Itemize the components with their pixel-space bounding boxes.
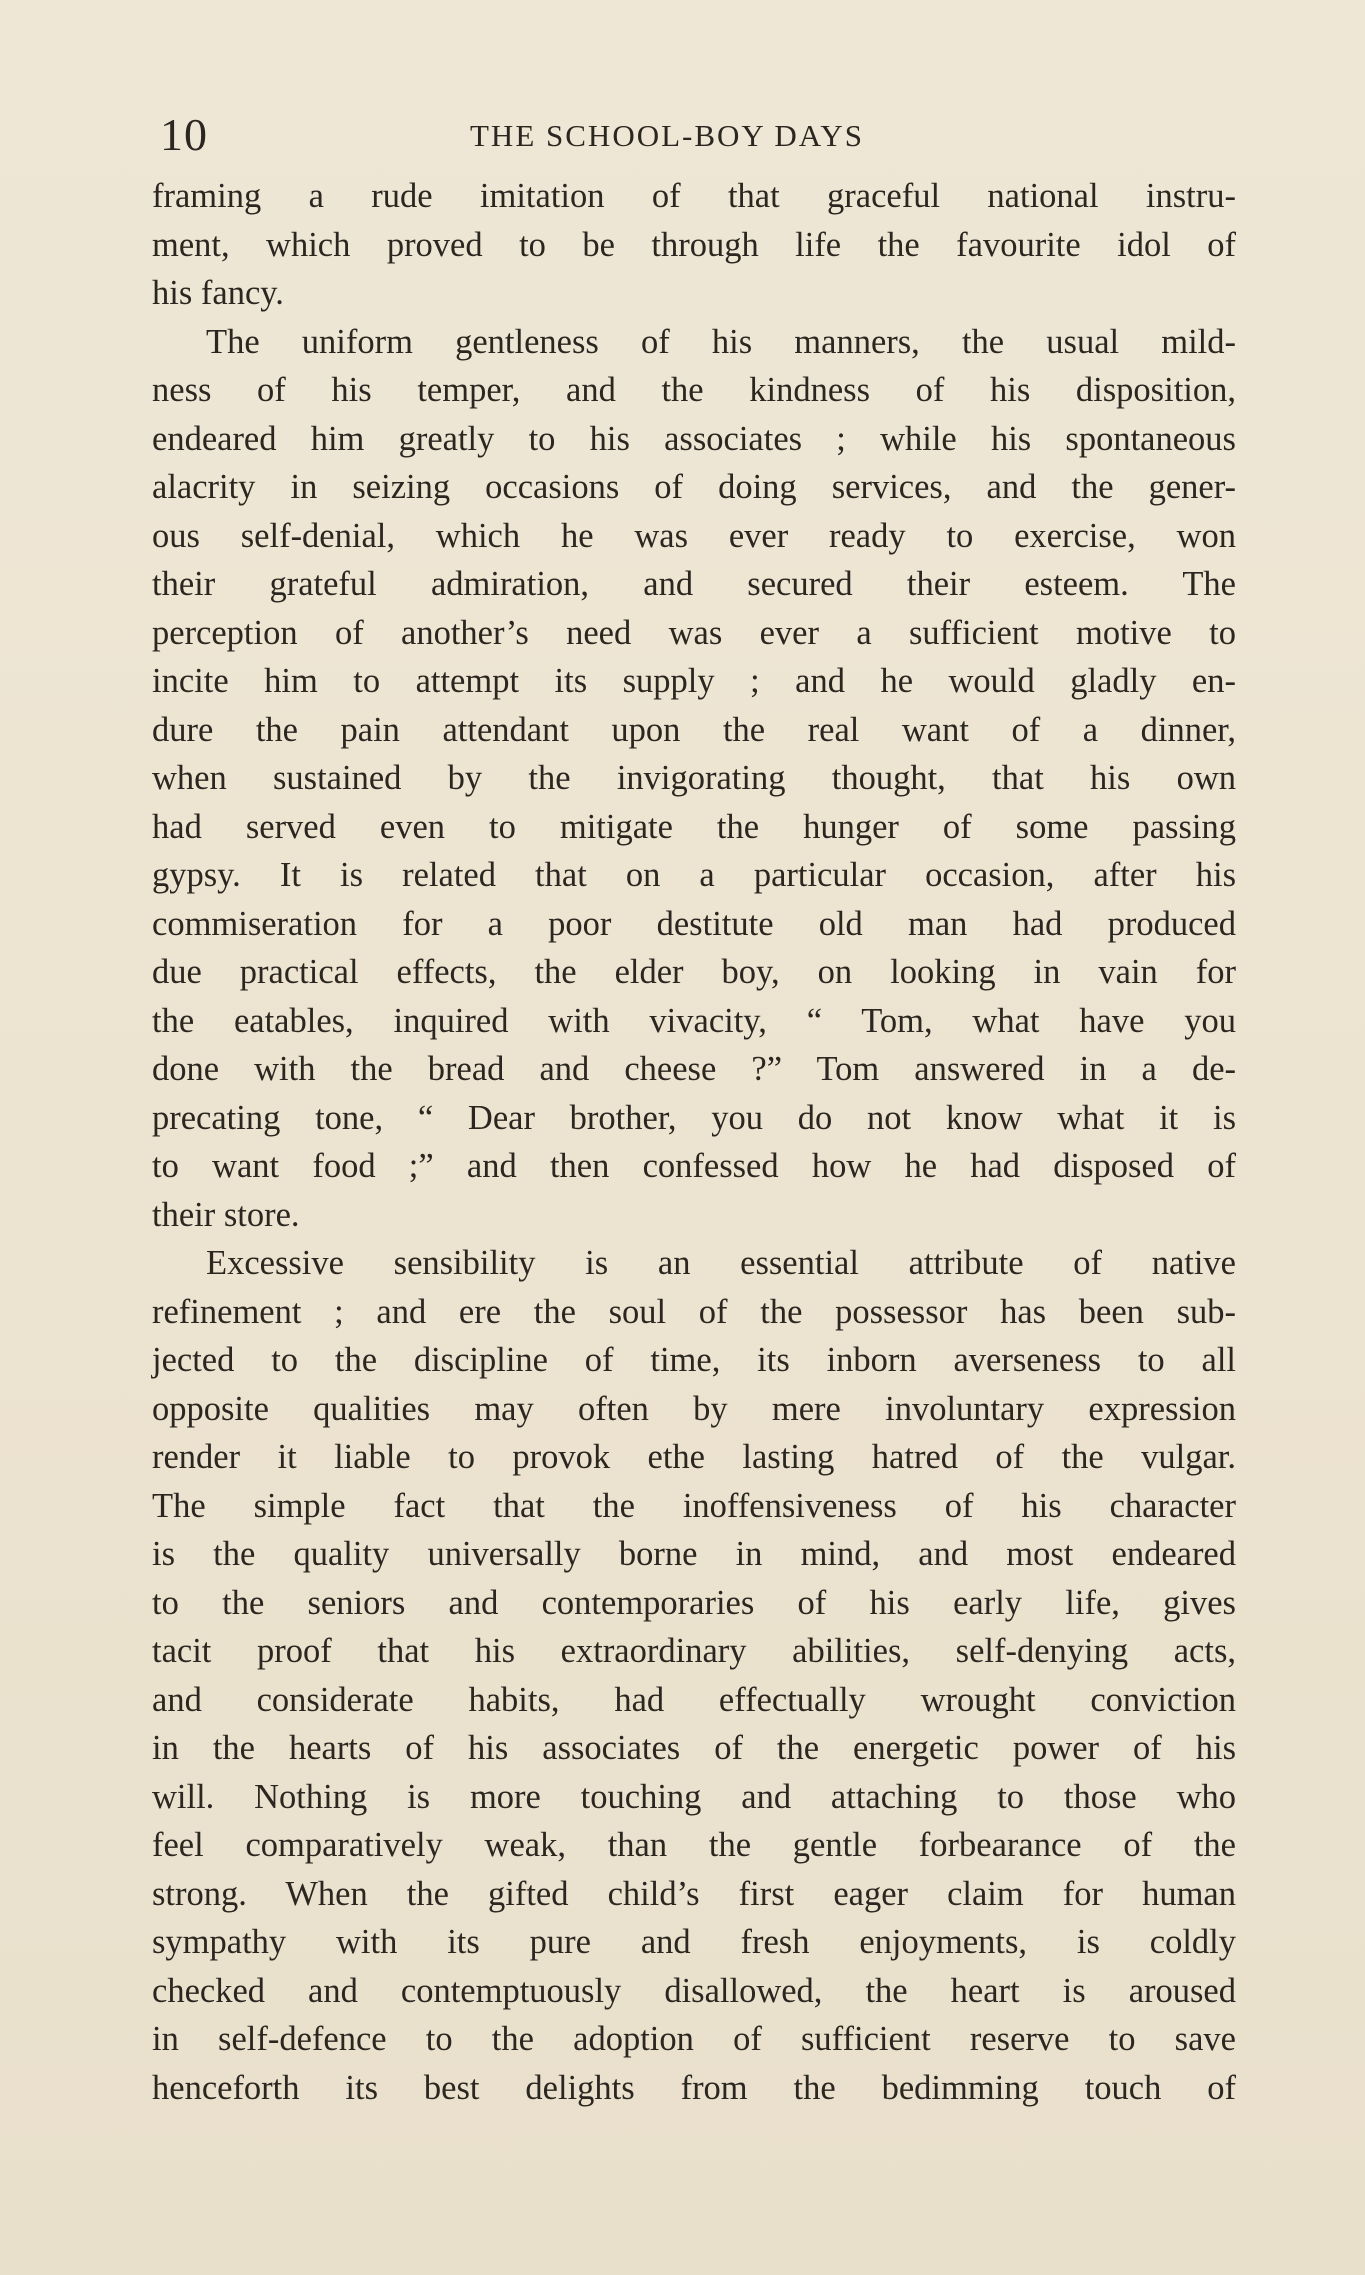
running-head bbox=[160, 108, 1240, 168]
text-line: his fancy. bbox=[152, 274, 284, 312]
text-line: incite him to attempt its supply ; and he would gladly en- bbox=[152, 662, 1236, 700]
text-line: in self-defence to the adoption of sufficient reserve to save bbox=[152, 2020, 1236, 2058]
text-line: is the quality universally borne in mind, and most endeared bbox=[152, 1535, 1236, 1573]
text-line: gypsy. It is related that on a particular occasion, after his bbox=[152, 856, 1236, 894]
text-line: perception of another’s need was ever a sufficient motive to bbox=[152, 613, 1236, 652]
text-line: due practical effects, the elder boy, on looking in vain for bbox=[152, 953, 1236, 991]
body-text bbox=[152, 172, 1236, 2112]
text-line: tacit proof that his extraordinary abilities, self-denying acts, bbox=[152, 1632, 1236, 1670]
text-line: The simple fact that the inoffensiveness of his character bbox=[152, 1486, 1236, 1525]
text-line: framing a rude imitation of that graceful national instru- bbox=[152, 177, 1236, 215]
text-line: ness of his temper, and the kindness of his disposition, bbox=[152, 371, 1236, 409]
text-line: opposite qualities may often by mere involuntary expression bbox=[152, 1389, 1236, 1428]
text-line: will. Nothing is more touching and attaching to those who bbox=[152, 1777, 1236, 1816]
text-line: done with the bread and cheese ?” Tom answered in a de- bbox=[152, 1050, 1236, 1088]
text-line: checked and contemptuously disallowed, the heart is aroused bbox=[152, 1971, 1236, 2010]
text-line: feel comparatively weak, than the gentle forbearance of the bbox=[152, 1826, 1236, 1864]
text-line: commiseration for a poor destitute old man had produced bbox=[152, 904, 1236, 943]
running-title: THE SCHOOL-BOY DAYS bbox=[470, 118, 864, 153]
text-line: their grateful admiration, and secured their esteem. The bbox=[152, 565, 1236, 603]
text-line: ment, which proved to be through life the favourite idol of bbox=[152, 225, 1236, 264]
text-line: dure the pain attendant upon the real want of a dinner, bbox=[152, 710, 1236, 749]
text-line: the eatables, inquired with vivacity, “ Tom, what have you bbox=[152, 1001, 1236, 1040]
text-line: jected to the discipline of time, its inborn averseness to all bbox=[152, 1341, 1236, 1379]
text-line: alacrity in seizing occasions of doing services, and the gener- bbox=[152, 468, 1236, 506]
text-line: render it liable to provok ethe lasting hatred of the vulgar. bbox=[152, 1438, 1236, 1476]
paragraph-start-line: Excessive sensibility is an essential attribute of native bbox=[206, 1244, 1236, 1282]
page-number: 10 bbox=[160, 109, 208, 160]
text-line: to the seniors and contemporaries of his early life, gives bbox=[152, 1583, 1236, 1622]
text-line: in the hearts of his associates of the energetic power of his bbox=[152, 1729, 1236, 1767]
text-line: when sustained by the invigorating thought, that his own bbox=[152, 759, 1236, 797]
text-line: ous self-denial, which he was ever ready to exercise, won bbox=[152, 516, 1236, 555]
text-line: sympathy with its pure and fresh enjoyments, is coldly bbox=[152, 1923, 1236, 1961]
text-line: refinement ; and ere the soul of the possessor has been sub- bbox=[152, 1292, 1236, 1331]
text-line: precating tone, “ Dear brother, you do not know what it is bbox=[152, 1098, 1236, 1137]
paragraph-start-line: The uniform gentleness of his manners, the usual mild- bbox=[206, 322, 1236, 361]
text-line: had served even to mitigate the hunger of some passing bbox=[152, 807, 1236, 846]
text-line: strong. When the gifted child’s first eager claim for human bbox=[152, 1874, 1236, 1913]
text-line: henceforth its best delights from the bedimming touch of bbox=[152, 2068, 1236, 2107]
text-line: and considerate habits, had effectually wrought conviction bbox=[152, 1680, 1236, 1719]
text-line: to want food ;” and then confessed how he had disposed of bbox=[152, 1147, 1236, 1185]
text-line: endeared him greatly to his associates ; while his spontaneous bbox=[152, 419, 1236, 458]
text-line: their store. bbox=[152, 1195, 300, 1234]
